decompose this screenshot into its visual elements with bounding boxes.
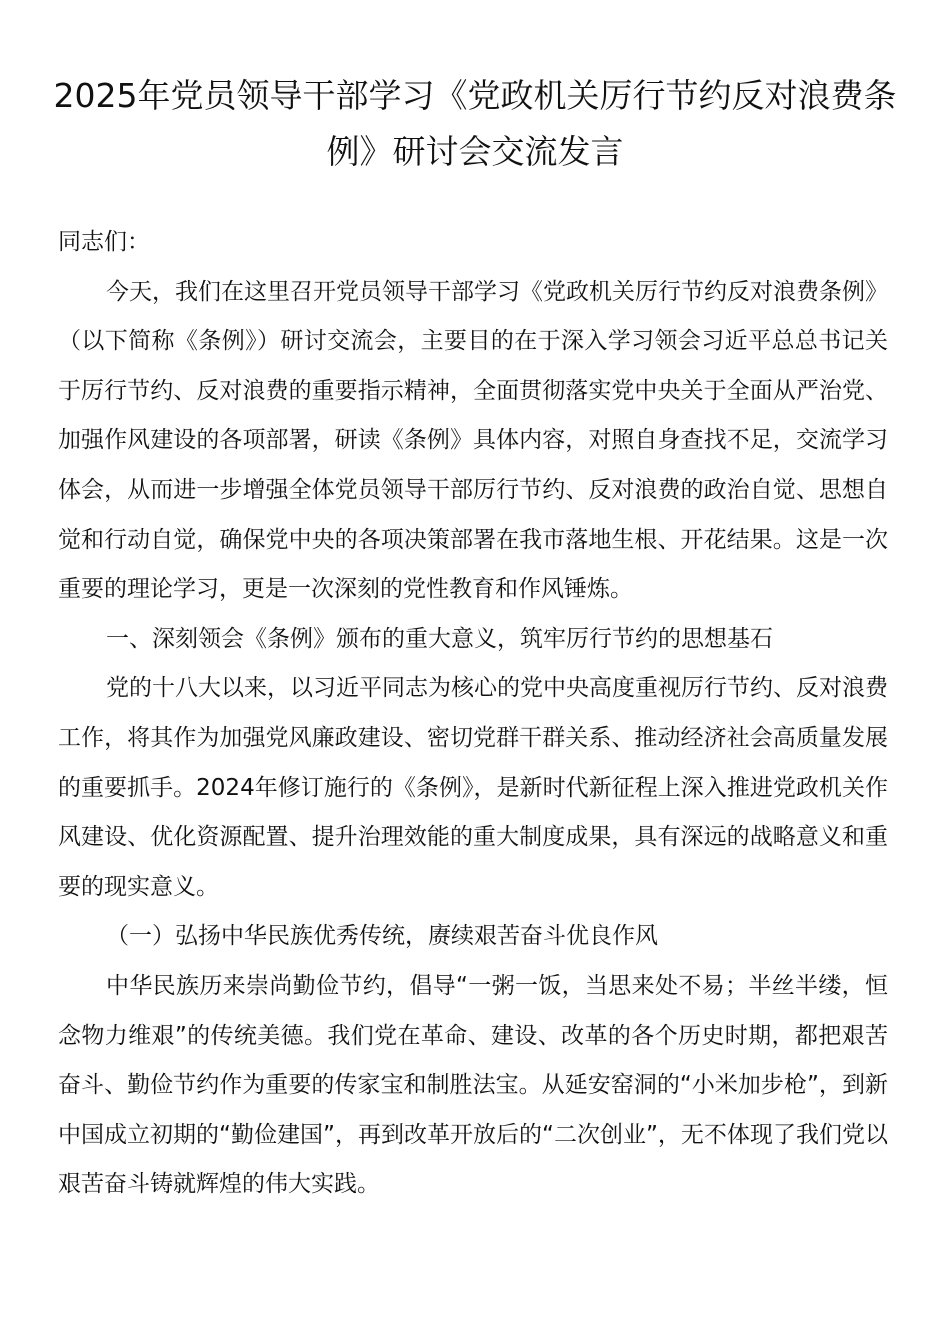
subsection-1-paragraph: 中华民族历来崇尚勤俭节约，倡导“一粥一饭，当思来处不易；半丝半缕，恒念物力维艰”的传统美德。我们党在革命、建设、改革的各个历史时期，都把艰苦奋斗、勤俭节约作为重要的传家宝和制胜法宝。从延安窑洞的“小米加步枪”，到新中国成立初期的“勤俭建国”，再到改革开放后的“二次创业”，无不体现了我们党以艰苦奋斗铸就辉煌的伟大实践。	[58, 972, 888, 1198]
document-body	[58, 218, 888, 1210]
document-title: 2025年党员领导干部学习《党政机关厉行节约反对浪费条例》研讨会交流发言	[53, 76, 897, 171]
subsection-heading-1: （一）弘扬中华民族优秀传统，赓续艰苦奋斗优良作风	[106, 923, 658, 950]
salutation: 同志们：	[58, 229, 150, 255]
section-1-paragraph: 党的十八大以来，以习近平同志为核心的党中央高度重视厉行节约、反对浪费工作，将其作为加强党风廉政建设、密切党群干群关系、推动经济社会高质量发展的重要抓手。2024年修订施行的《条例》，是新时代新征程上深入推进党政机关作风建设、优化资源配置、提升治理效能的重大制度成果，具有深远的战略意义和重要的现实意义。	[58, 675, 888, 900]
intro-paragraph: 今天，我们在这里召开党员领导干部学习《党政机关厉行节约反对浪费条例》（以下简称《条例》）研讨交流会，主要目的在于深入学习领会习近平总总书记关于厉行节约、反对浪费的重要指示精神，全面贯彻落实党中央关于全面从严治党、加强作风建设的各项部署，研读《条例》具体内容，对照自身查找不足，交流学习体会，从而进一步增强全体党员领导干部厉行节约、反对浪费的政治自觉、思想自觉和行动自觉，确保党中央的各项决策部署在我市落地生根、开花结果。这是一次重要的理论学习，更是一次深刻的党性教育和作风锤炼。	[58, 278, 888, 603]
section-heading-1: 一、深刻领会《条例》颁布的重大意义，筑牢厉行节约的思想基石	[106, 625, 773, 652]
